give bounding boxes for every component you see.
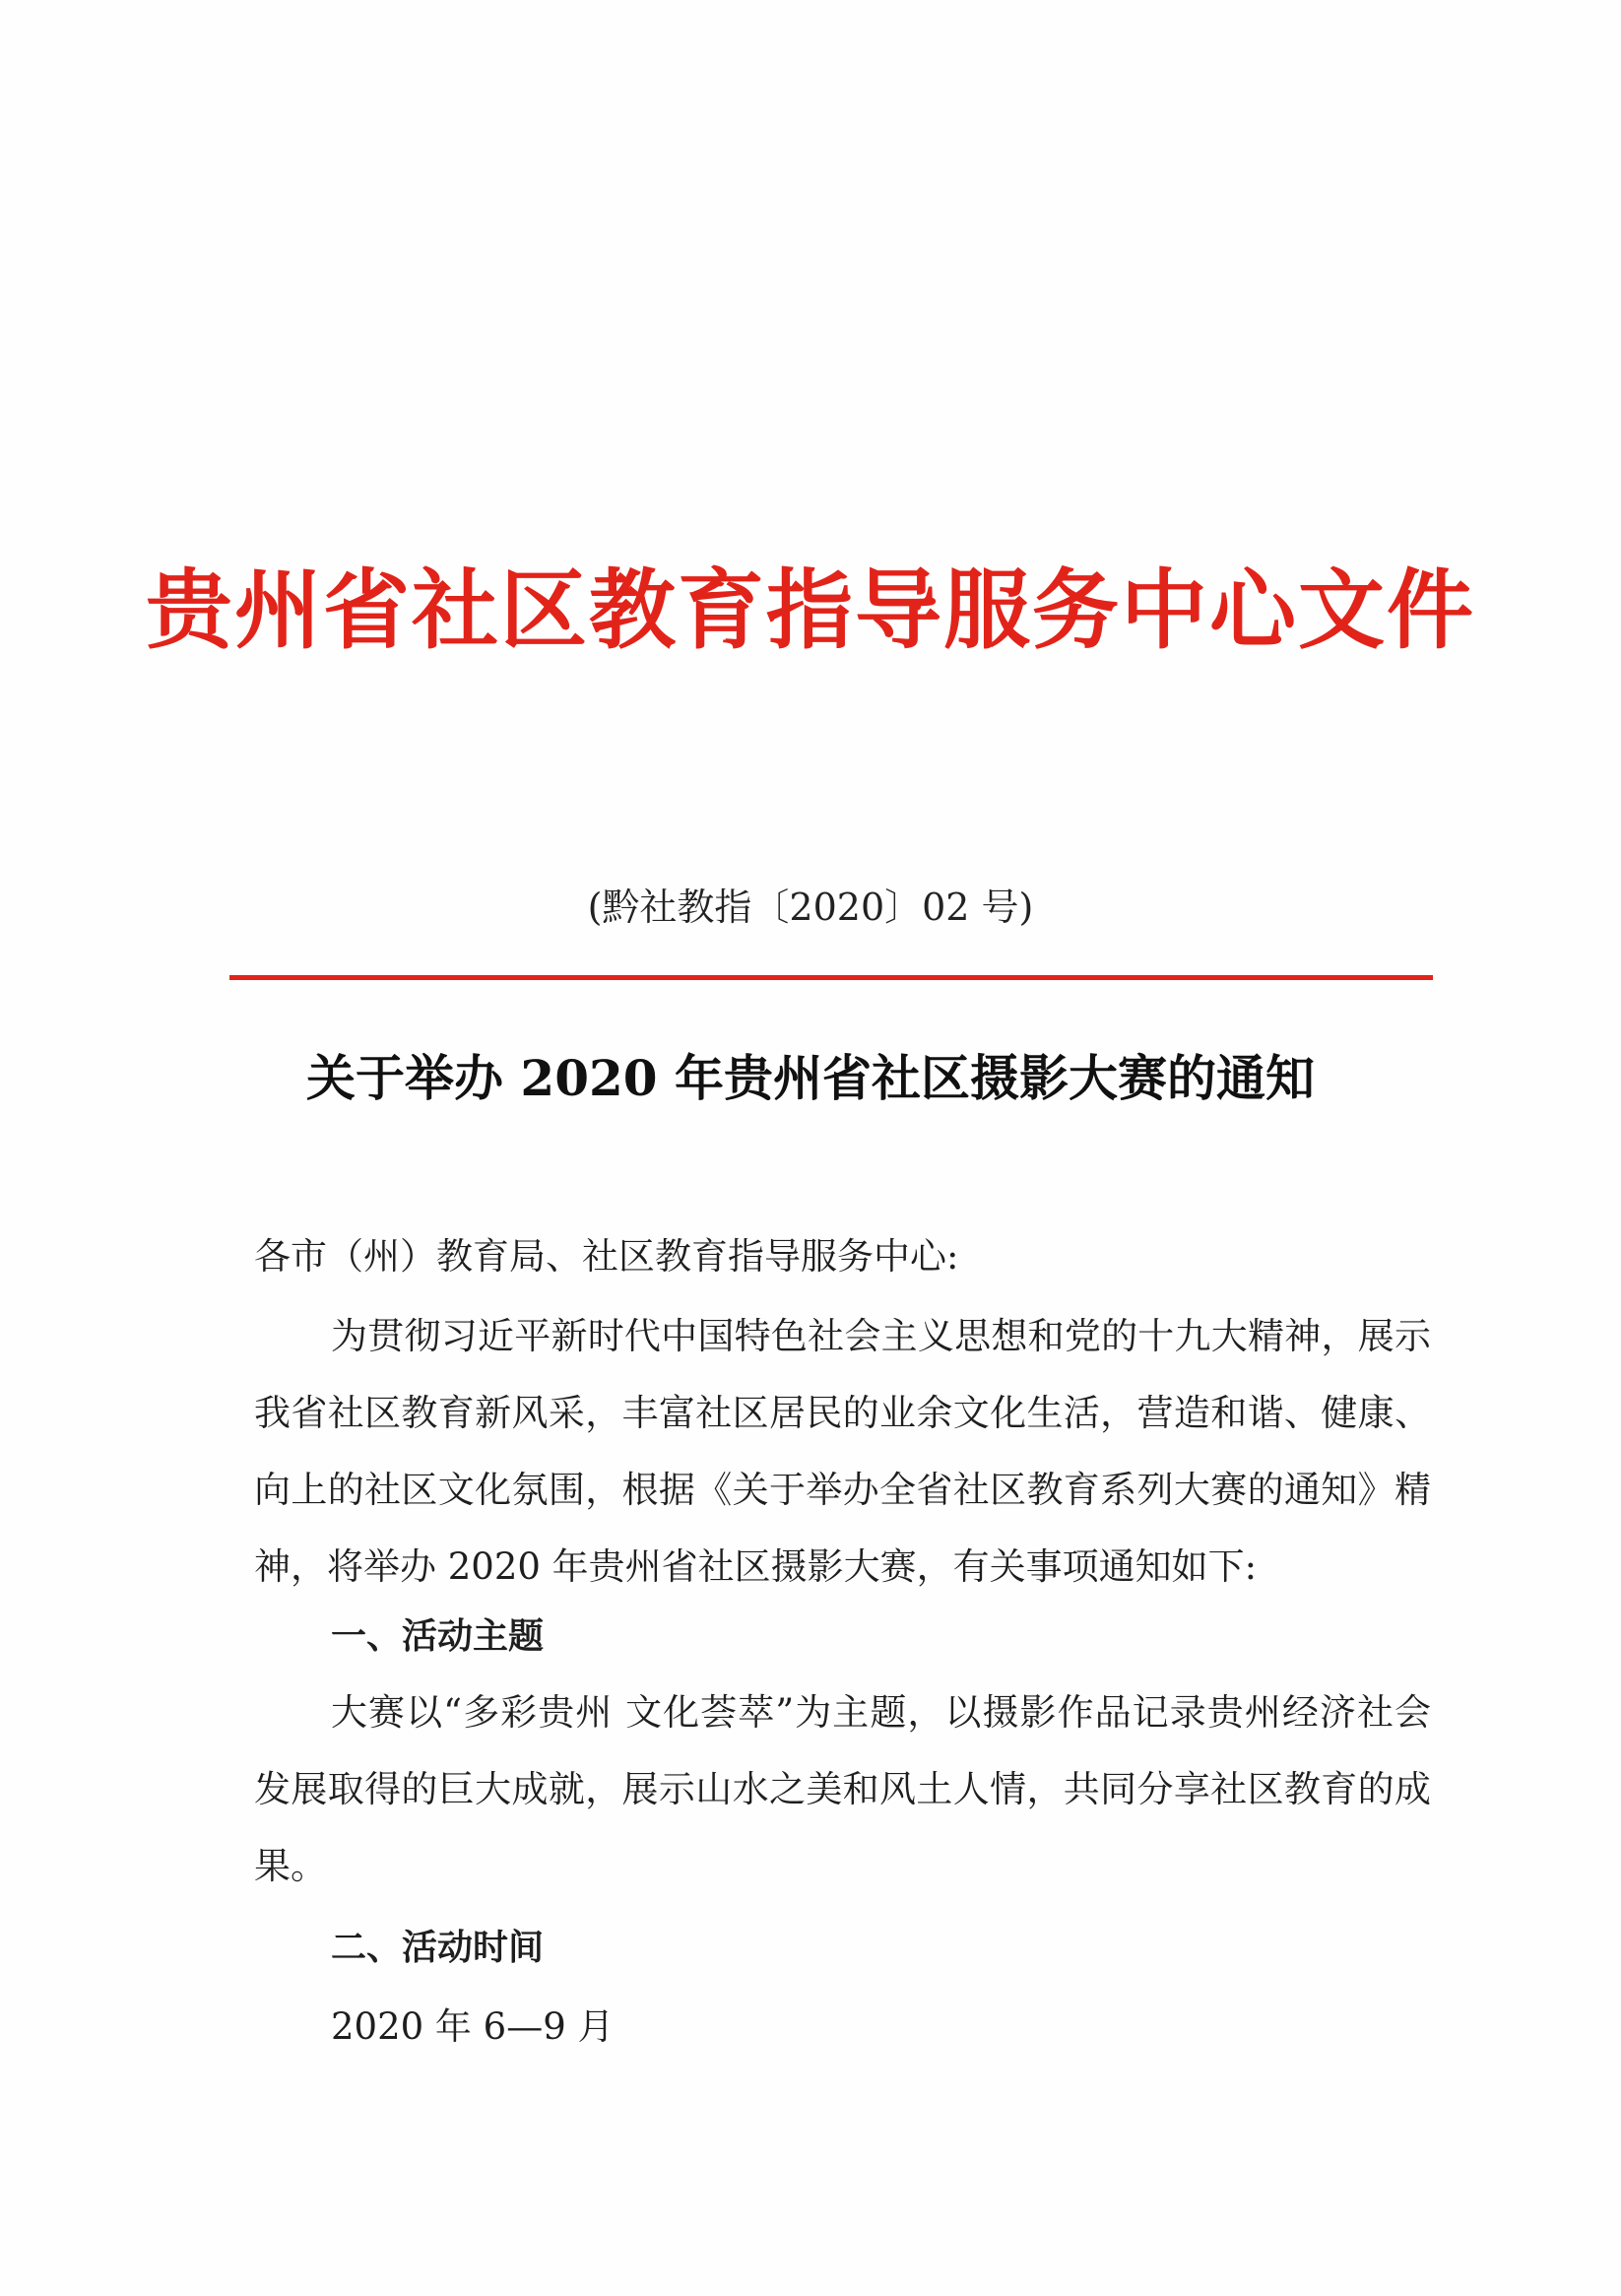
notice-title: 关于举办 2020 年贵州省社区摄影大赛的通知 bbox=[306, 1049, 1315, 1107]
section-content-theme: 大赛以“多彩贵州 文化荟萃”为主题，以摄影作品记录贵州经济社会发展取得的巨大成就，展示山水之美和风土人情，共同分享社区教育的成果。 bbox=[254, 1691, 1431, 1887]
section-heading-theme: 一、活动主题 bbox=[331, 1616, 545, 1657]
red-divider-line bbox=[229, 975, 1433, 980]
addressee-line: 各市（州）教育局、社区教育指导服务中心: bbox=[254, 1235, 959, 1278]
document-header-title: 贵州省社区教育指导服务中心文件 bbox=[145, 559, 1475, 661]
section-heading-time: 二、活动时间 bbox=[331, 1928, 545, 1968]
document-number: (黔社教指〔2020〕02 号) bbox=[587, 886, 1034, 929]
intro-paragraph: 为贯彻习近平新时代中国特色社会主义思想和党的十九大精神，展示我省社区教育新风采，丰富社区居民的业余文化生活，营造和谐、健康、向上的社区文化氛围，根据《关于举办全省社区教育系列大赛的通知》精神，将举办 2020 年贵州省社区摄影大赛，有关事项通知如下: bbox=[254, 1315, 1431, 1588]
section-content-time: 2020 年 6—9 月 bbox=[331, 2005, 615, 2048]
